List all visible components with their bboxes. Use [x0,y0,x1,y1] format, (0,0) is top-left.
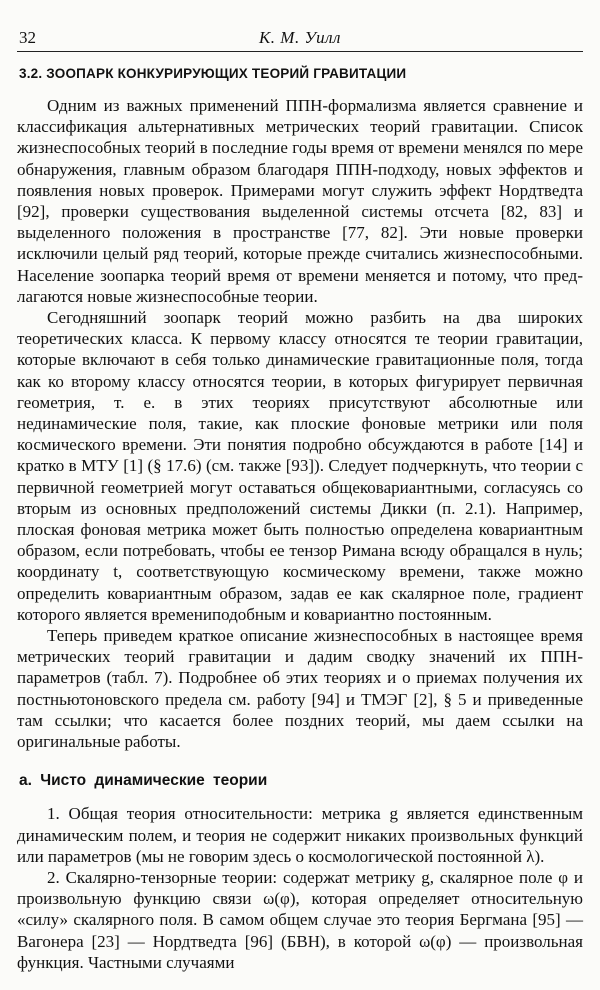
paragraph: Сегодняшний зоопарк теорий можно разбить на два широких теоретических класса. К первому классу относятся те теории гравитации, которые включают в себя только динамические гравитационные поля, тогда как ко второму классу относятся теории, в которых фигурирует первичная геометрия, т. е. в этих теориях присутствуют абсолютные или нединамические поля, такие, как плоские фоновые метрики или поля космического времени. Эти понятия подробно обсуждаются в работе [14] и кратко в МТУ [1] (§ 17.6) (см. также [93]). Следует подчеркнуть, что теории с первичной геометрией могут оставаться общековариантными, согласуясь со вторым из основных предположений системы Дикки (п. 2.1). Например, плоская фоновая метрика может быть полностью определена ковариантным образом, если потребовать, чтобы ее тензор Римана всюду обращался в нуль; координату t, соответствующую космическому времени, также можно определить ковариантным образом, задав ее как скалярное поле, градиент которого является времениподобным и ковариантно постоянным. [17,308,583,624]
paragraph: Теперь приведем краткое описание жизнеспособных в настоящее время метрических теорий гравитации и дадим сводку значений их ППН-параметров (табл. 7). Подробнее об этих теориях и о приемах получения их постньютоновского предела см. работу [94] и ТМЭГ [2], § 5 и приведенные там ссылки; что касается более поздних теорий, мы даем ссылки на оригинальные работы. [17,626,583,752]
header-rule [17,51,583,52]
paragraph: Одним из важных применений ППН-формализма является сравнение и классификация альтернативных метрических теорий гравитации. Список жизнеспособных теорий в последние годы время от времени менялся по мере обнаружения, главным образом благодаря ППН-подходу, новых эффектов и появления новых проверок. Примерами могут служить эффект Нордтведта [92], проверки существования выделенной системы отсчета [82, 83] и выделенного положения в пространстве [77, 82]. Эти новые проверки исключили целый ряд теорий, которые прежде считались жизнеспособными. Население зоопарка теорий время от времени меняется и потому, что предлагаются новые жизнеспособные теории. [17,96,583,306]
section-title: 3.2. ЗООПАРК КОНКУРИРУЮЩИХ ТЕОРИЙ ГРАВИТАЦИИ [19,66,407,81]
page-number: 32 [19,28,36,47]
running-title: К. М. Уилл [259,28,341,47]
paragraph: 2. Скалярно-тензорные теории: содержат метрику g, скалярное поле φ и произвольную функцию связи ω(φ), которая определяет относительную «силу» скалярного поля. В самом общем случае это теория Бергмана [95] — Вагонера [23] — Нордтведта [96] (БВН), в которой ω(φ) — произвольная функция. Частными случаями [17,867,583,972]
subsection-title: а. Чисто динамические теории [19,772,268,790]
paragraph: 1. Общая теория относительности: метрика g является единственным динамическим полем, и теория не содержит никаких произвольных функций или параметров (мы не говорим здесь о космологической постоянной λ). [17,804,583,866]
running-head [17,26,583,54]
